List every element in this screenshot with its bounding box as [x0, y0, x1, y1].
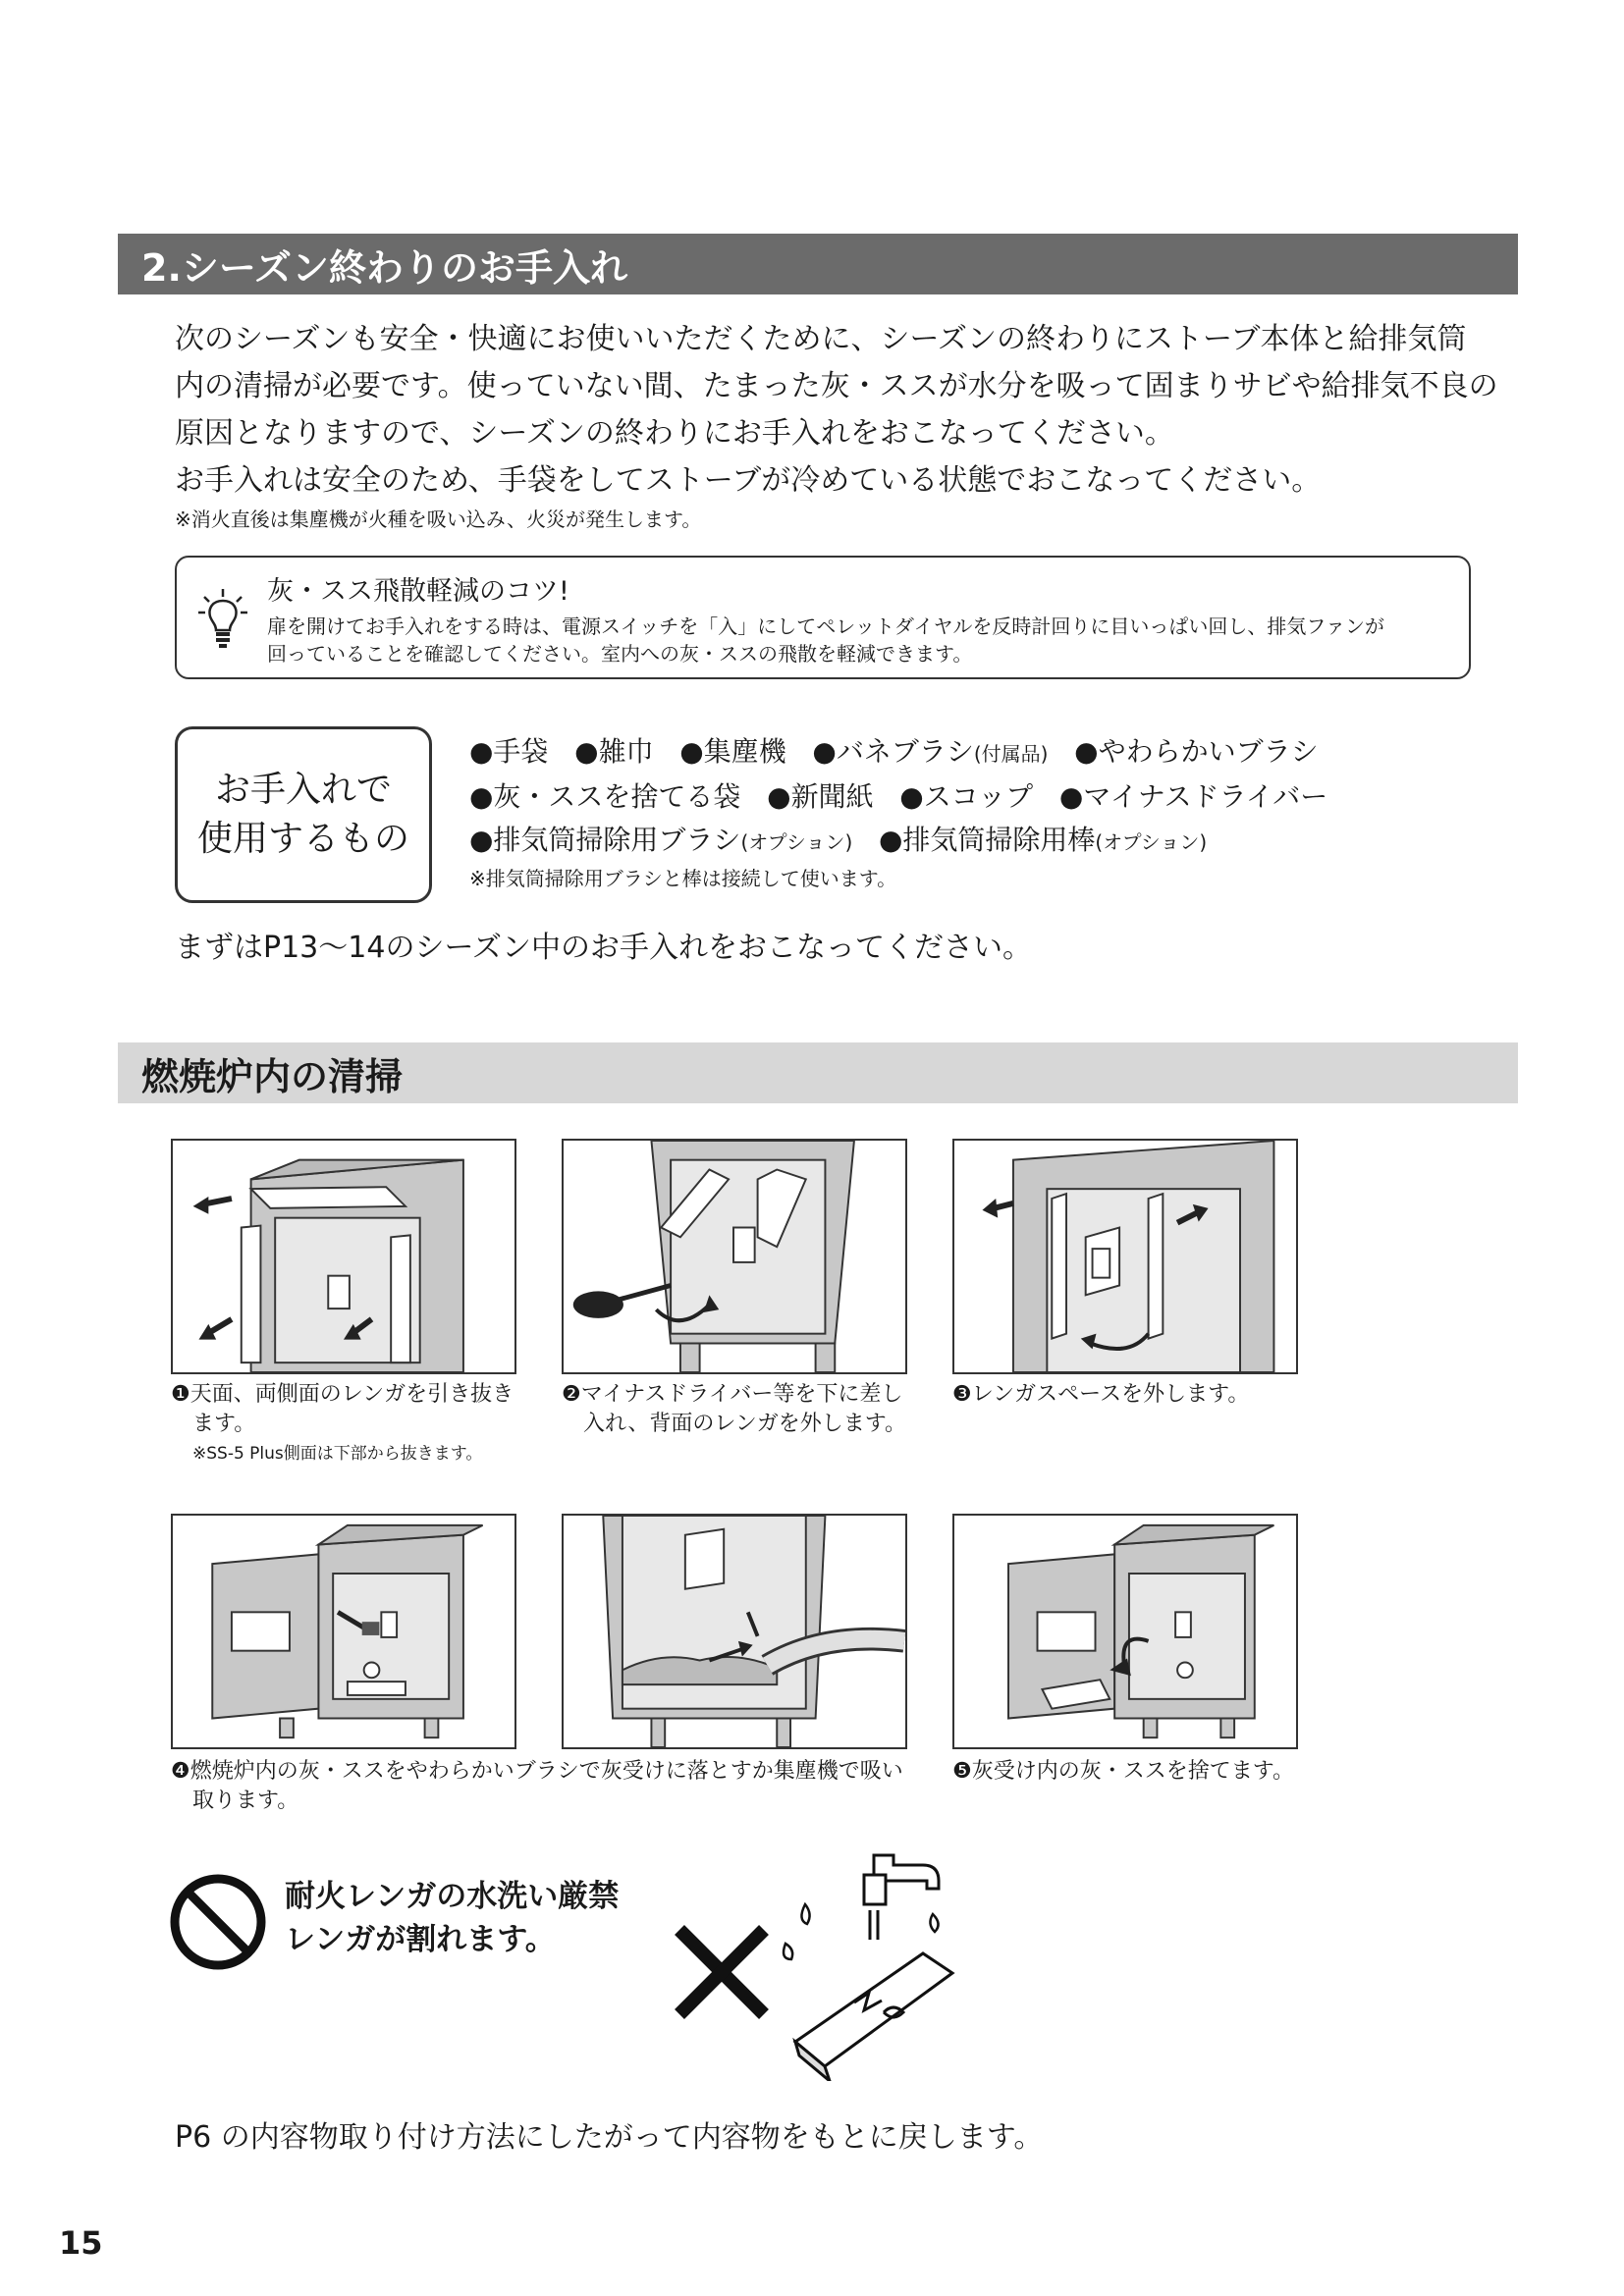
items-label-box	[175, 726, 432, 903]
item-screwdriver: ●マイナスドライバー	[1058, 780, 1328, 813]
caption-line: ❶天面、両側面のレンガを引き抜き	[171, 1382, 514, 1407]
intro-line: お手入れは安全のため、手袋をしてストーブが冷めている状態でおこなってください。	[175, 463, 1322, 498]
caption-line: 取ります。	[192, 1789, 299, 1813]
items-label-line: 使用するもの	[196, 819, 409, 859]
figure-step-5	[952, 1514, 1298, 1749]
section-header-season-end	[118, 234, 1518, 294]
item-spring-brush-note: (付属品)	[973, 742, 1049, 766]
intro-line: 次のシーズンも安全・快適にお使いいただくために、シーズンの終わりにストーブ本体と給排気筒	[175, 322, 1467, 356]
caption-step-3	[952, 1380, 1249, 1410]
tip-body-line: 扉を開けてお手入れをする時は、電源スイッチを「入」にしてペレットダイヤルを反時計回りに目いっぱい回し、排気ファンが	[267, 614, 1384, 638]
figure-step-1	[171, 1139, 516, 1374]
step-number: ❶	[171, 1382, 190, 1407]
section-header-furnace-cleaning	[118, 1042, 1518, 1103]
item-flue-rod: ●排気筒掃除用棒	[878, 824, 1096, 856]
warning-text	[285, 1875, 619, 1961]
lightbulb-icon	[198, 587, 247, 650]
caption-step-4	[171, 1757, 903, 1816]
items-row	[469, 775, 1327, 819]
item-soft-brush: ●やわらかいブラシ	[1074, 735, 1319, 768]
page-number: 15	[59, 2224, 103, 2262]
tip-title: 灰・スス飛散軽減のコツ!	[267, 576, 569, 607]
items-list	[469, 730, 1327, 893]
caption-line: ❹燃焼炉内の灰・ススをやわらかいブラシで灰受けに落とすか集塵機で吸い	[171, 1759, 903, 1784]
step-number: ❺	[952, 1759, 972, 1784]
warning-line: 耐火レンガの水洗い厳禁	[285, 1879, 620, 1914]
items-note: ※排気筒掃除用ブラシと棒は接続して使います。	[469, 867, 897, 890]
caption-step-1	[171, 1380, 514, 1468]
intro-paragraph	[175, 316, 1520, 534]
caption-line: 入れ、背面のレンガを外します。	[583, 1412, 907, 1436]
figure-step-3	[952, 1139, 1298, 1374]
item-spring-brush: ●バネブラシ	[812, 735, 974, 768]
tip-body	[267, 613, 1455, 667]
warning-line: レンガが割れます。	[285, 1922, 556, 1957]
items-row	[469, 819, 1327, 864]
caption-line: ❺灰受け内の灰・ススを捨てます。	[952, 1759, 1294, 1784]
item-bag: ●灰・ススを捨てる袋	[469, 780, 741, 813]
caption-line: ❸レンガスペースを外します。	[952, 1382, 1250, 1407]
item-rag: ●雑巾	[574, 735, 654, 768]
no-water-wash-illustration	[668, 1845, 982, 2081]
item-flue-rod-note: (オプション)	[1095, 830, 1208, 854]
lead-text: まずはP13〜14のシーズン中のお手入れをおこなってください。	[175, 931, 1032, 965]
caption-line: ます。	[192, 1412, 256, 1436]
item-gloves: ●手袋	[469, 735, 549, 768]
item-flue-brush: ●排気筒掃除用ブラシ	[469, 824, 741, 856]
intro-note: ※消火直後は集塵機が火種を吸い込み、火災が発生します。	[175, 507, 702, 531]
tip-body-line: 回っていることを確認してください。室内への灰・ススの飛散を軽減できます。	[267, 642, 973, 666]
items-label-line: お手入れで	[214, 770, 392, 810]
final-instruction: P6 の内容物取り付け方法にしたがって内容物をもとに戻します。	[175, 2120, 1044, 2155]
figure-step-4a	[171, 1514, 516, 1749]
items-row	[469, 730, 1327, 775]
caption-line: ❷マイナスドライバー等を下に差し	[562, 1382, 903, 1407]
section-title: 2.シーズン終わりのお手入れ	[141, 245, 627, 290]
caption-step-5	[952, 1757, 1294, 1787]
caption-note: ※SS-5 Plus側面は下部から抜きます。	[192, 1444, 483, 1464]
intro-line: 内の清掃が必要です。使っていない間、たまった灰・ススが水分を吸って固まりサビや給排気不良の	[175, 369, 1498, 403]
figure-step-2	[562, 1139, 907, 1374]
step-number: ❹	[171, 1759, 190, 1784]
step-number: ❷	[562, 1382, 581, 1407]
item-scoop: ●スコップ	[899, 780, 1034, 813]
caption-step-2	[562, 1380, 906, 1439]
figure-step-4b	[562, 1514, 907, 1749]
tip-box	[175, 556, 1471, 679]
item-flue-brush-note: (オプション)	[740, 830, 853, 854]
item-newspaper: ●新聞紙	[767, 780, 874, 813]
section-title: 燃焼炉内の清掃	[141, 1054, 404, 1098]
step-number: ❸	[952, 1382, 972, 1407]
prohibited-icon	[169, 1873, 267, 1971]
item-dust-collector: ●集塵機	[679, 735, 786, 768]
intro-line: 原因となりますので、シーズンの終わりにお手入れをおこなってください。	[175, 416, 1174, 451]
